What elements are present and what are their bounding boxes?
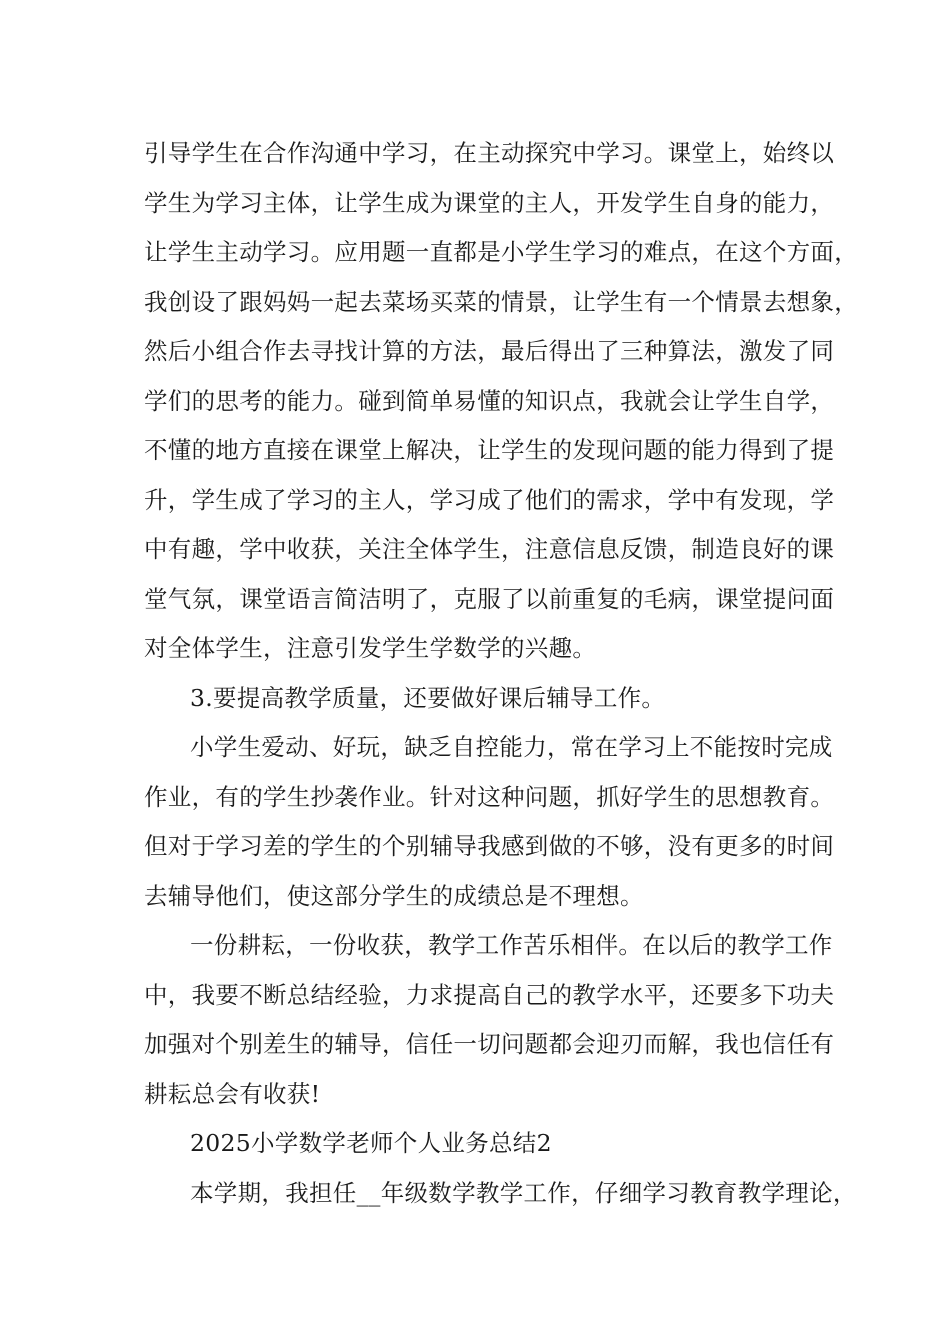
document-subtitle: 2025小学数学老师个人业务总结2 <box>190 1129 552 1157</box>
paragraph-line: 作业，有的学生抄袭作业。针对这种问题，抓好学生的思想教育。 <box>144 783 835 811</box>
paragraph-line: 对全体学生，注意引发学生学数学的兴趣。 <box>144 634 597 662</box>
paragraph-line: 中，我要不断总结经验，力求提高自己的教学水平，还要多下功夫 <box>144 981 835 1009</box>
section-heading: 3.要提高教学质量，还要做好课后辅导工作。 <box>190 684 666 712</box>
paragraph-line: 本学期，我担任__年级数学教学工作，仔细学习教育教学理论， <box>190 1179 857 1207</box>
paragraph-line: 升，学生成了学习的主人，学习成了他们的需求，学中有发现，学 <box>144 486 835 514</box>
paragraph-line: 学生为学习主体，让学生成为课堂的主人，开发学生自身的能力， <box>144 189 835 217</box>
paragraph-line: 让学生主动学习。应用题一直都是小学生学习的难点，在这个方面， <box>144 238 858 266</box>
paragraph-line: 堂气氛，课堂语言简洁明了，克服了以前重复的毛病，课堂提问面 <box>144 585 835 613</box>
paragraph-line: 不懂的地方直接在课堂上解决，让学生的发现问题的能力得到了提 <box>144 436 835 464</box>
paragraph-line: 引导学生在合作沟通中学习，在主动探究中学习。课堂上，始终以 <box>144 139 835 167</box>
paragraph-line: 然后小组合作去寻找计算的方法，最后得出了三种算法，激发了同 <box>144 337 835 365</box>
paragraph-line: 学们的思考的能力。碰到简单易懂的知识点，我就会让学生自学， <box>144 387 835 415</box>
paragraph-line: 但对于学习差的学生的个别辅导我感到做的不够，没有更多的时间 <box>144 832 835 860</box>
paragraph-line: 耕耘总会有收获! <box>144 1080 321 1108</box>
paragraph-line: 小学生爱动、好玩，缺乏自控能力，常在学习上不能按时完成 <box>190 733 833 761</box>
paragraph-line: 一份耕耘，一份收获，教学工作苦乐相伴。在以后的教学工作 <box>190 931 833 959</box>
paragraph-line: 去辅导他们，使这部分学生的成绩总是不理想。 <box>144 882 644 910</box>
paragraph-line: 我创设了跟妈妈一起去菜场买菜的情景，让学生有一个情景去想象， <box>144 288 858 316</box>
paragraph-line: 加强对个别差生的辅导，信任一切问题都会迎刃而解，我也信任有 <box>144 1030 835 1058</box>
paragraph-line: 中有趣，学中收获，关注全体学生，注意信息反馈，制造良好的课 <box>144 535 835 563</box>
